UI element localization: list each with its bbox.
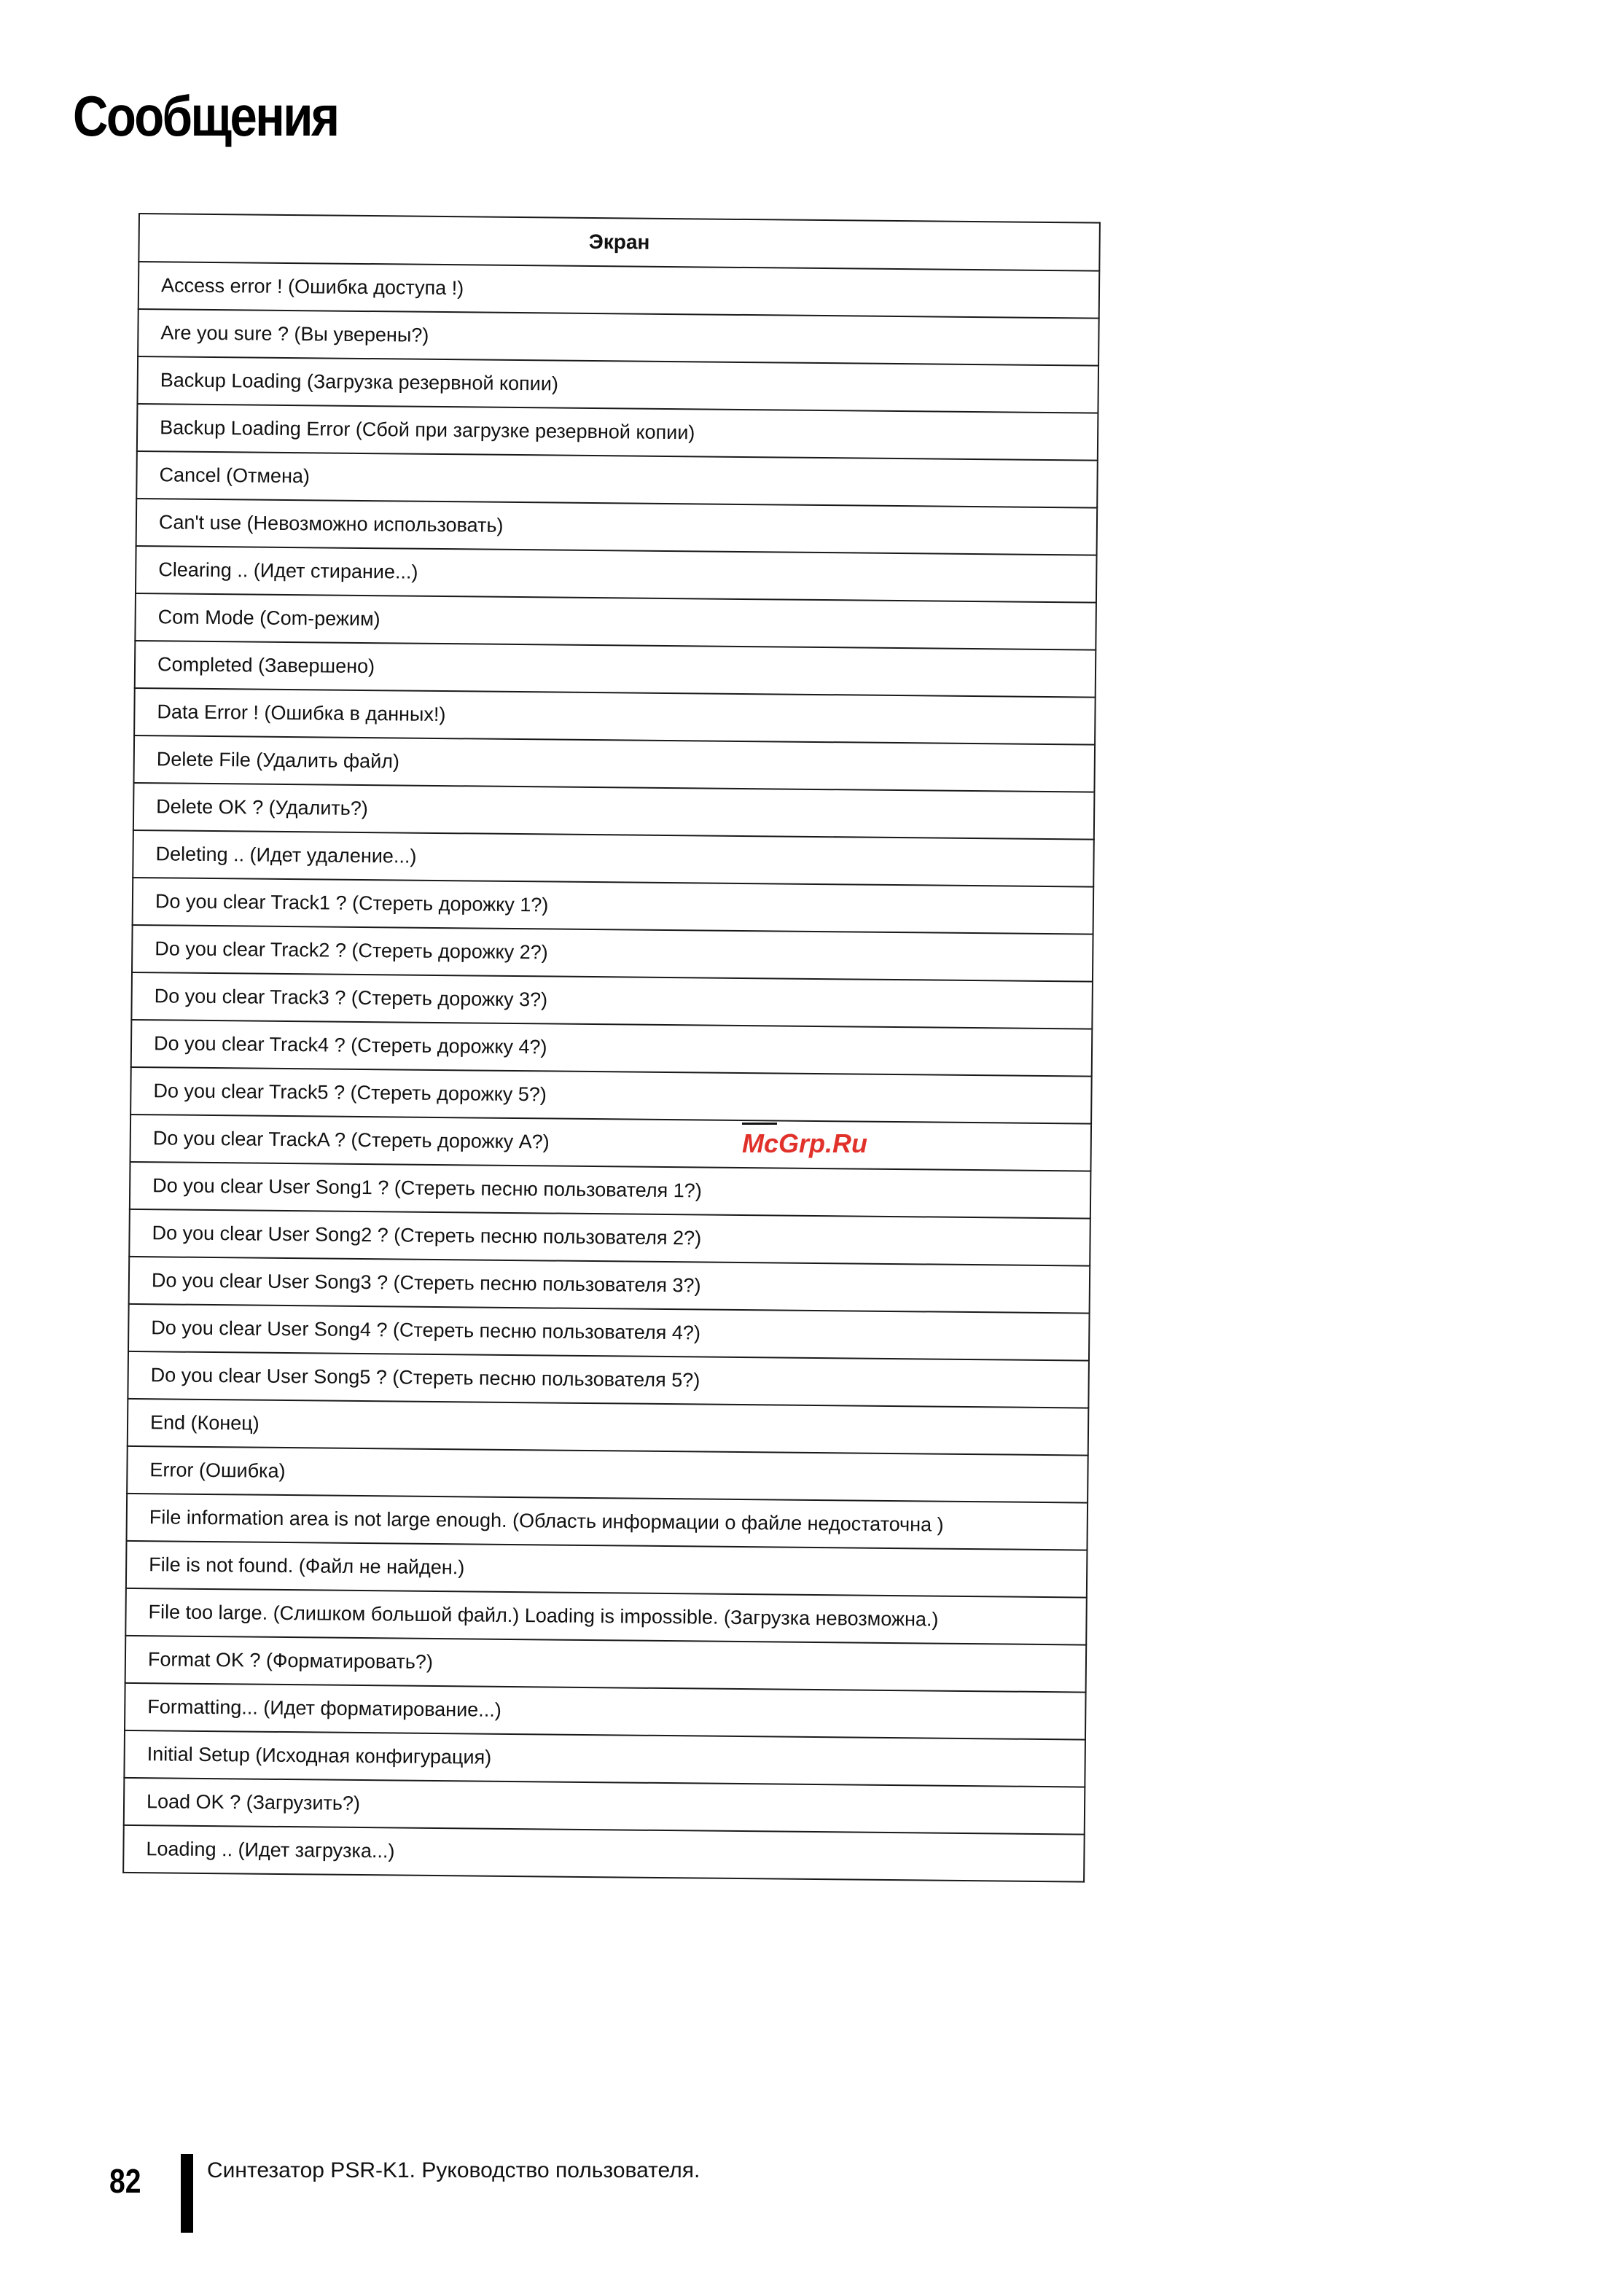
message-cell: Do you clear User Song4 ? (Стереть песню пользователя 4?)	[128, 1304, 1090, 1361]
message-cell: Delete OK ? (Удалить?)	[133, 783, 1095, 840]
message-cell: Backup Loading (Загрузка резервной копии)	[137, 356, 1098, 413]
message-cell: File too large. (Слишком большой файл.) Loading is impossible. (Загрузка невозможна.)	[125, 1588, 1087, 1645]
message-cell: File information area is not large enough. (Область информации о файле недостаточна )	[127, 1494, 1088, 1550]
message-cell: Formatting... (Идет форматирование...)	[125, 1683, 1086, 1740]
message-cell: Com Mode (Com-режим)	[135, 593, 1096, 650]
message-cell: Completed (Завершено)	[135, 641, 1096, 698]
footer-text: Синтезатор PSR-K1. Руководство пользователя.	[207, 2158, 700, 2182]
message-cell: Can't use (Невозможно использовать)	[136, 499, 1098, 555]
message-cell: Loading .. (Идет загрузка...)	[123, 1825, 1085, 1882]
message-cell: Delete File (Удалить файл)	[133, 735, 1095, 792]
message-cell: Deleting .. (Идет удаление...)	[133, 830, 1094, 887]
message-cell: Cancel (Отмена)	[136, 451, 1098, 508]
table-row	[123, 1825, 1085, 1882]
watermark: McGrp.Ru	[742, 1128, 868, 1158]
message-cell: Do you clear Track3 ? (Стереть дорожку 3?)	[131, 972, 1093, 1029]
messages-table	[122, 213, 1101, 1883]
message-cell: Do you clear Track1 ? (Стереть дорожку 1?)	[133, 878, 1094, 934]
message-cell: Clearing .. (Идет стирание...)	[136, 546, 1097, 603]
message-cell: Initial Setup (Исходная конфигурация)	[124, 1730, 1085, 1787]
message-cell: Do you clear User Song2 ? (Стереть песню пользователя 2?)	[129, 1209, 1090, 1266]
message-cell: Do you clear Track4 ? (Стереть дорожку 4?)	[131, 1020, 1093, 1077]
message-cell: Do you clear User Song1 ? (Стереть песню пользователя 1?)	[130, 1162, 1091, 1219]
message-cell: Error (Ошибка)	[127, 1446, 1088, 1503]
message-cell: Do you clear User Song3 ? (Стереть песню пользователя 3?)	[129, 1257, 1090, 1314]
message-cell: Do you clear TrackA ? (Стереть дорожку А?)	[130, 1115, 1092, 1171]
message-cell: Load OK ? (Загрузить?)	[124, 1778, 1085, 1835]
message-cell: Format OK ? (Форматировать?)	[125, 1636, 1087, 1693]
page-title: Сообщения	[73, 84, 338, 149]
message-cell: Backup Loading Error (Сбой при загрузке резервной копии)	[137, 404, 1098, 461]
column-header-screen: Экран	[138, 214, 1100, 271]
message-cell: Are you sure ? (Вы уверены?)	[138, 309, 1099, 366]
message-cell: Access error ! (Ошибка доступа !)	[138, 262, 1100, 319]
footer-bar	[181, 2154, 193, 2233]
page-number: 82	[109, 2162, 141, 2200]
table-header-row	[138, 214, 1100, 271]
message-cell: Do you clear Track5 ? (Стереть дорожку 5?)	[130, 1067, 1092, 1124]
message-cell: End (Конец)	[128, 1399, 1089, 1456]
messages-table-body	[123, 262, 1099, 1882]
message-cell: Data Error ! (Ошибка в данных!)	[134, 688, 1096, 745]
message-cell: Do you clear Track2 ? (Стереть дорожку 2?)	[132, 925, 1093, 982]
message-cell: File is not found. (Файл не найден.)	[126, 1541, 1088, 1598]
message-cell: Do you clear User Song5 ? (Стереть песню пользователя 5?)	[128, 1351, 1089, 1408]
